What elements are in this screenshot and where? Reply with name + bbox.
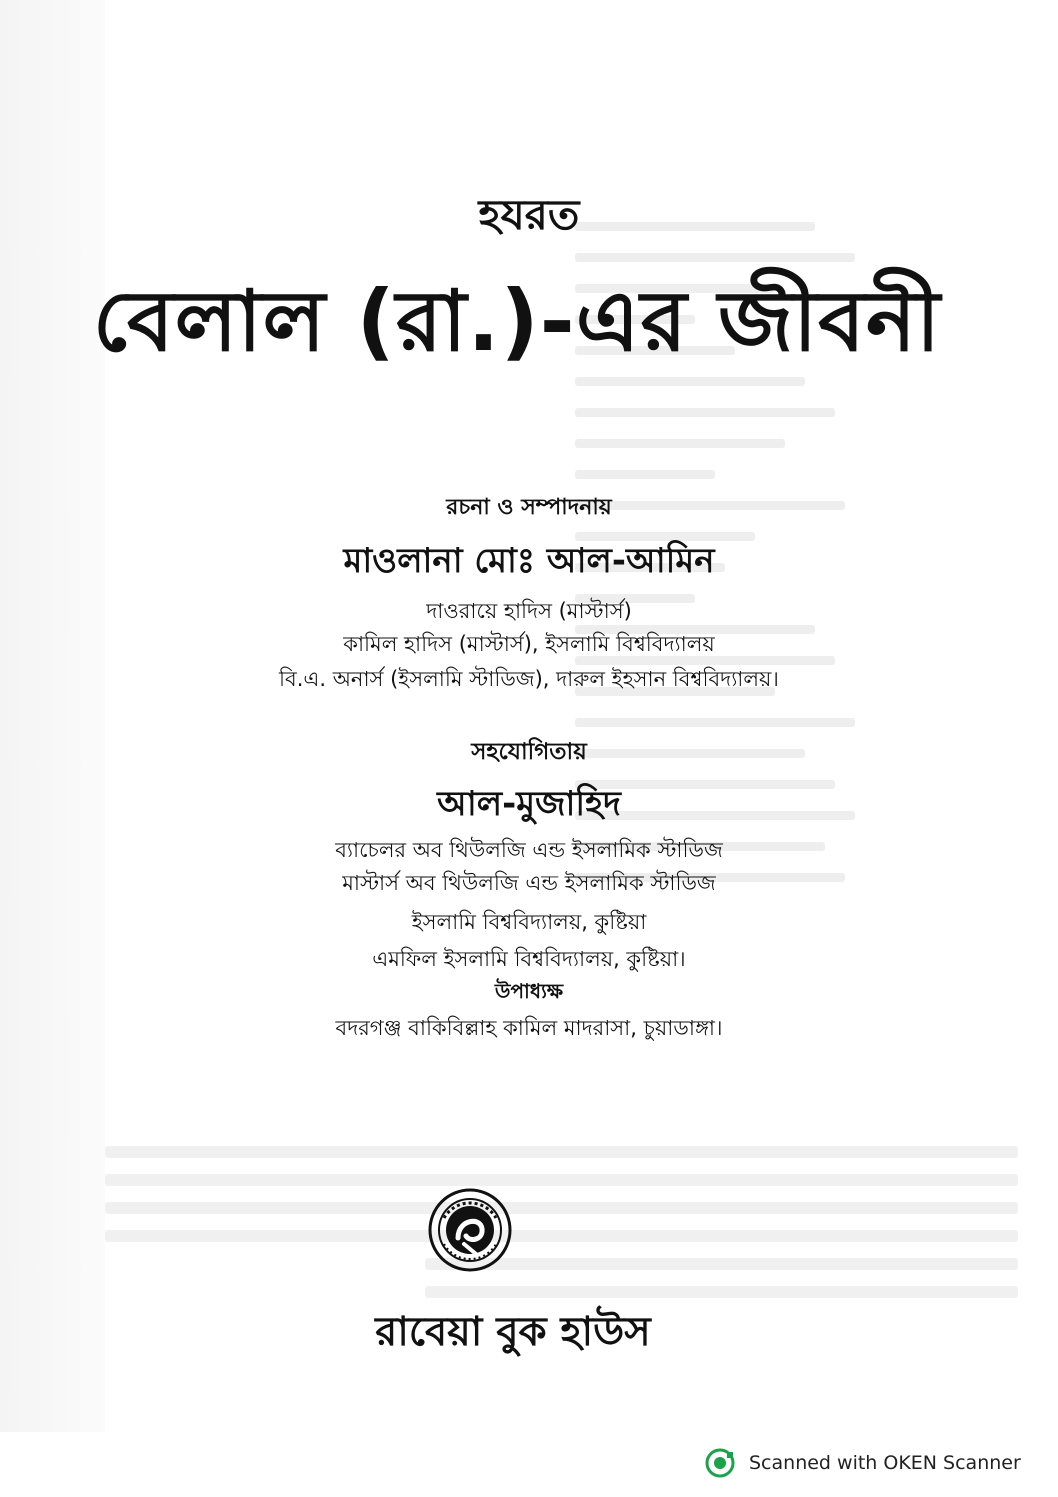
publisher-logo-icon — [428, 1188, 512, 1272]
coauthor-credential: ইসলামি বিশ্ববিদ্যালয়, কুষ্টিয়া — [411, 910, 647, 934]
scanner-watermark — [705, 1445, 1021, 1481]
book-title: বেলাল (রা.)-এর জীবনী — [92, 272, 942, 370]
scanner-label: Scanned with OKEN Scanner — [749, 1452, 1021, 1474]
author-credential: কামিল হাদিস (মাস্টার্স), ইসলামি বিশ্ববিদ্যালয় — [343, 632, 715, 656]
coauthor-credential: ব্যাচেলর অব থিউলজি এন্ড ইসলামিক স্টাডিজ — [335, 838, 723, 862]
coauthor-role: সহযোগিতায় — [471, 739, 587, 765]
coauthor-credential: এমফিল ইসলামি বিশ্ববিদ্যালয়, কুষ্টিয়া। — [372, 947, 686, 971]
title-prefix: হযরত — [478, 190, 580, 239]
coauthor-position: উপাধ্যক্ষ — [494, 979, 564, 1003]
oken-scanner-icon — [705, 1448, 735, 1478]
author-credential: দাওরায়ে হাদিস (মাস্টার্স) — [426, 599, 632, 623]
author-credential: বি.এ. অনার্স (ইসলামি স্টাডিজ), দারুল ইহসান বিশ্ববিদ্যালয়। — [279, 667, 779, 691]
coauthor-name: আল-মুজাহিদ — [437, 784, 621, 824]
coauthor-credential: মাস্টার্স অব থিউলজি এন্ড ইসলামিক স্টাডিজ — [342, 871, 716, 895]
coauthor-institution: বদরগঞ্জ বাকিবিল্লাহ কামিল মাদরাসা, চুয়াডাঙ্গা। — [335, 1016, 723, 1040]
publisher-name: রাবেয়া বুক হাউস — [375, 1309, 651, 1355]
author-role: রচনা ও সম্পাদনায় — [446, 495, 612, 520]
author-name: মাওলানা মোঃ আল-আমিন — [343, 541, 715, 581]
